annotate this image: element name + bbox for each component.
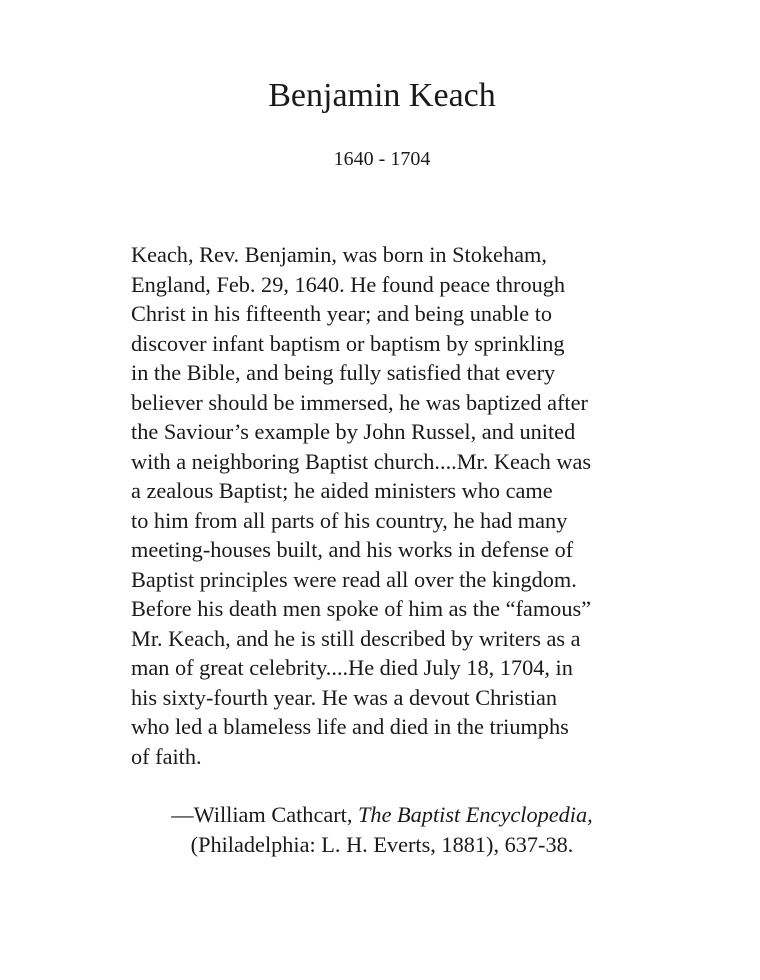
citation-publication: (Philadelphia: L. H. Everts, 1881), 637-38. <box>190 831 574 857</box>
page-title: Benjamin Keach <box>268 77 496 114</box>
paragraph-line: in the Bible, and being fully satisfied that every <box>131 360 556 385</box>
paragraph-line: believer should be immersed, he was baptized after <box>131 389 588 415</box>
paragraph-line: with a neighboring Baptist church....Mr. Keach was <box>131 448 592 474</box>
paragraph-line: the Saviour’s example by John Russel, and united <box>131 419 576 444</box>
paragraph-line: Mr. Keach, and he is still described by writers as a <box>131 625 581 651</box>
paragraph-line: meeting-houses built, and his works in defense of <box>131 537 574 562</box>
paragraph-line: man of great celebrity....He died July 18, 1704, in <box>131 655 573 680</box>
paragraph-line: England, Feb. 29, 1640. He found peace through <box>131 271 566 297</box>
citation-work-title: The Baptist Encyclopedia, <box>358 802 593 827</box>
paragraph-line: Before his death men spoke of him as the “famous” <box>131 596 592 621</box>
citation-author: —William Cathcart, <box>171 802 359 827</box>
biography-paragraph <box>131 240 651 771</box>
life-dates: 1640 - 1704 <box>333 148 431 170</box>
paragraph-line: Baptist principles were read all over the kingdom. <box>131 566 577 592</box>
paragraph-line: his sixty-fourth year. He was a devout Christian <box>131 684 558 710</box>
paragraph-line: of faith. <box>131 743 202 769</box>
citation-line-1 <box>0 800 760 830</box>
paragraph-line: Christ in his fifteenth year; and being unable to <box>131 301 553 326</box>
paragraph-line: discover infant baptism or baptism by sprinkling <box>131 330 565 356</box>
paragraph-line: a zealous Baptist; he aided ministers who came <box>131 478 553 503</box>
citation <box>0 800 760 859</box>
paragraph-line: who led a blameless life and died in the triumphs <box>131 714 569 739</box>
paragraph-line: Keach, Rev. Benjamin, was born in Stokeham, <box>131 242 547 267</box>
paragraph-line: to him from all parts of his country, he had many <box>131 507 568 533</box>
